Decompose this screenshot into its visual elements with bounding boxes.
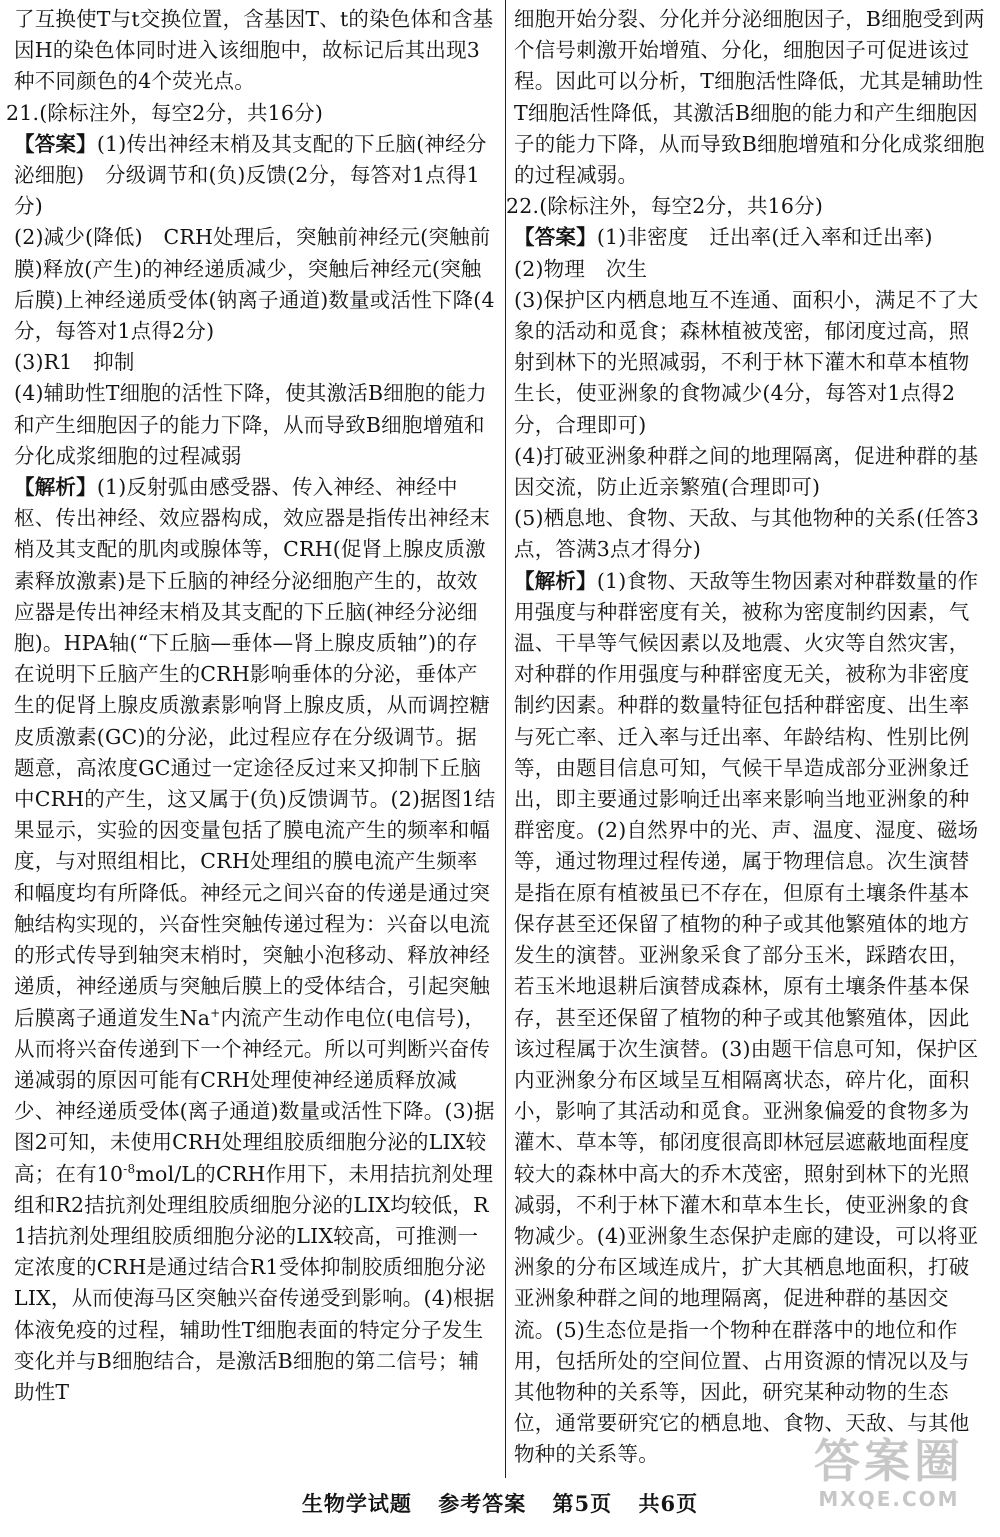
q22-answer-4: (4)打破亚洲象种群之间的地理隔离，促进种群的基因交流，防止近亲繁殖(合理即可)	[514, 443, 979, 500]
q22-answer-1	[514, 222, 990, 253]
q21-analysis-part-b: 内流产生动作电位(电信号)，从而将兴奋传递到下一个神经元。所以可判断兴奋传递减弱的原因可能有CRH处理使神经递质释放减少、神经递质受体(离子通道)数量或活性下降。(3)据图2可知，未使用CRH处理组胶质细胞分泌的LIX较高；在有10	[14, 1005, 495, 1186]
watermark-seal-text: 答案圈	[814, 1434, 964, 1488]
footer-page-number: 第5页	[552, 1491, 613, 1516]
continued-analysis-text: 了互换使T与t交换位置，含基因T、t的染色体和含基因H的染色体同时进入该细胞中，故标记后其出现3种不同颜色的4个荧光点。	[14, 7, 494, 94]
right-column	[506, 4, 990, 1471]
footer-total-pages: 共6页	[638, 1491, 699, 1516]
continued-q21-analysis: 细胞开始分裂、分化并分泌细胞因子，B细胞受到两个信号刺激开始增殖、分化，细胞因子可促进该过程。因此可以分析，T细胞活性降低，尤其是辅助性T细胞活性降低，其激活B细胞的能力和产生细胞因子的能力下降，从而导致B细胞增殖和分化成浆细胞的过程减弱。	[514, 7, 985, 188]
q21-analysis-part-c: mol/L的CRH作用下，未用拮抗剂处理组和R2拮抗剂处理组胶质细胞分泌的LIX均较低，R1拮抗剂处理组胶质细胞分泌的LIX较高，可推测一定浓度的CRH是通过结合R1受体抑制胶质细胞分泌LIX，从而使海马区突触兴奋传递受到影响。(4)根据体液免疫的过程，辅助性T细胞表面的特定分子发生变化并与B细胞结合，是激活B细胞的第二信号；辅助性T	[14, 1161, 495, 1404]
q21-analysis-part-a: (1)反射弧由感受器、传入神经、神经中枢、传出神经、效应器构成，效应器是指传出神经末梢及其支配的肌肉或腺体等，CRH(促肾上腺皮质激素释放激素)是下丘脑的神经分泌细胞产生的，故效应器是传出神经末梢及其支配的下丘脑(神经分泌细胞)。HPA轴(“下丘脑—垂体—肾上腺皮质轴”)的存在说明下丘脑产生的CRH影响垂体的分泌，垂体产生的促肾上腺皮质激素影响肾上腺皮质，从而调控糖皮质激素(GC)的分泌，此过程应存在分级调节。据题意，高浓度GC通过一定途径反过来又抑制下丘脑中CRH的产生，这又属于(负)反馈调节。(2)据图1结果显示，实验的因变量包括了膜电流产生的频率和幅度，与对照组相比，CRH处理组的膜电流产生频率和幅度均有所降低。神经元之间兴奋的传递是通过突触结构实现的，兴奋性突触传递过程为：兴奋以电流的形式传导到轴突末梢时，突触小泡移动、释放神经递质，神经递质与突触后膜上的受体结合，引起突触后膜离子通道发生Na	[14, 475, 496, 1030]
q21-analysis	[14, 472, 496, 1408]
sodium-charge-superscript: +	[210, 1005, 221, 1020]
watermark-url: MXQE.COM	[818, 1487, 960, 1511]
analysis-tag: 【解析】	[14, 475, 97, 500]
q21-answer-3: (3)R1 抑制	[14, 350, 135, 375]
analysis-tag: 【解析】	[514, 568, 597, 593]
q21-answer-4: (4)辅助性T细胞的活性下降，使其激活B细胞的能力和产生细胞因子的能力下降，从而导致B细胞增殖和分化成浆细胞的过程减弱	[14, 381, 487, 468]
watermark-logo	[794, 1435, 984, 1515]
answer-tag: 【答案】	[14, 131, 97, 156]
answer-tag: 【答案】	[514, 225, 597, 250]
exponent-superscript: -8	[123, 1161, 136, 1176]
q22-answer-3: (3)保护区内栖息地互不连通、面积小，满足不了大象的活动和觅食；森林植被茂密，郁闭度过高，照射到林下的光照减弱，不利于林下灌木和草本植物生长，使亚洲象的食物减少(4分，每答对1点得2分，合理即可)	[514, 287, 979, 437]
q21-answer-2: (2)减少(降低) CRH处理后，突触前神经元(突触前膜)释放(产生)的神经递质减少，突触后神经元(突触后膜)上神经递质受体(钠离子通道)数量或活性下降(4分，每答对1点得2分)	[14, 225, 495, 344]
q22-analysis-text: (1)食物、天敌等生物因素对种群数量的作用强度与种群密度有关，被称为密度制约因素，气温、干旱等气候因素以及地震、火灾等自然灾害，对种群的作用强度与种群密度无关，被称为非密度制约因素。种群的数量特征包括种群密度、出生率与死亡率、迁入率与迁出率、年龄结构、性别比例等，由题目信息可知，气候干旱造成部分亚洲象迁出，即主要通过影响迁出率来影响当地亚洲象的种群密度。(2)自然界中的光、声、温度、湿度、磁场等，通过物理过程传递，属于物理信息。次生演替是指在原有植被虽已不存在，但原有土壤条件基本保存甚至还保留了植物的种子或其他繁殖体的地方发生的演替。亚洲象采食了部分玉米，踩踏农田，若玉米地退耕后演替成森林，原有土壤条件基本保存，甚至还保留了植物的种子或其他繁殖体，因此该过程属于次生演替。(3)由题干信息可知，保护区内亚洲象分布区域呈互相隔离状态，碎片化，面积小，影响了其活动和觅食。亚洲象偏爱的食物多为灌木、草本等，郁闭度很高即林冠层遮蔽地面程度较大的森林中高大的乔木茂密，照射到林下的光照减弱，不利于林下灌木和草本生长，使亚洲象的食物减少。(4)亚洲象生态保护走廊的建设，可以将亚洲象的分布区域连成片，扩大其栖息地面积，打破亚洲象种群之间的地理隔离，促进种群的基因交流。(5)生态位是指一个物种在群落中的地位和作用，包括所处的空间位置、占用资源的情况以及与其他物种的关系等，因此，研究某种动物的生态位，通常要研究它的栖息地、食物、天敌、与其他物种的关系等。	[514, 568, 979, 1467]
q22-analysis	[514, 566, 990, 1471]
footer-subject: 生物学试题	[301, 1491, 412, 1516]
footer-doc-type: 参考答案	[438, 1491, 527, 1516]
q22-answer-2: (2)物理 次生	[514, 256, 648, 281]
question-21-header: 21.(除标注外，每空2分，共16分)	[6, 100, 324, 125]
q21-answer-1	[14, 129, 496, 223]
q21-answer-1-text: (1)传出神经末梢及其支配的下丘脑(神经分泌细胞) 分级调节和(负)反馈(2分，每答对1点得1分)	[14, 131, 487, 219]
q22-answer-5: (5)栖息地、食物、天敌、与其他物种的关系(任答3点，答满3点才得分)	[514, 506, 980, 562]
left-column	[6, 4, 496, 1408]
q22-answer-1-text: (1)非密度 迁出率(迁入率和迁出率)	[596, 225, 933, 250]
question-22-header: 22.(除标注外，每空2分，共16分)	[506, 194, 824, 219]
